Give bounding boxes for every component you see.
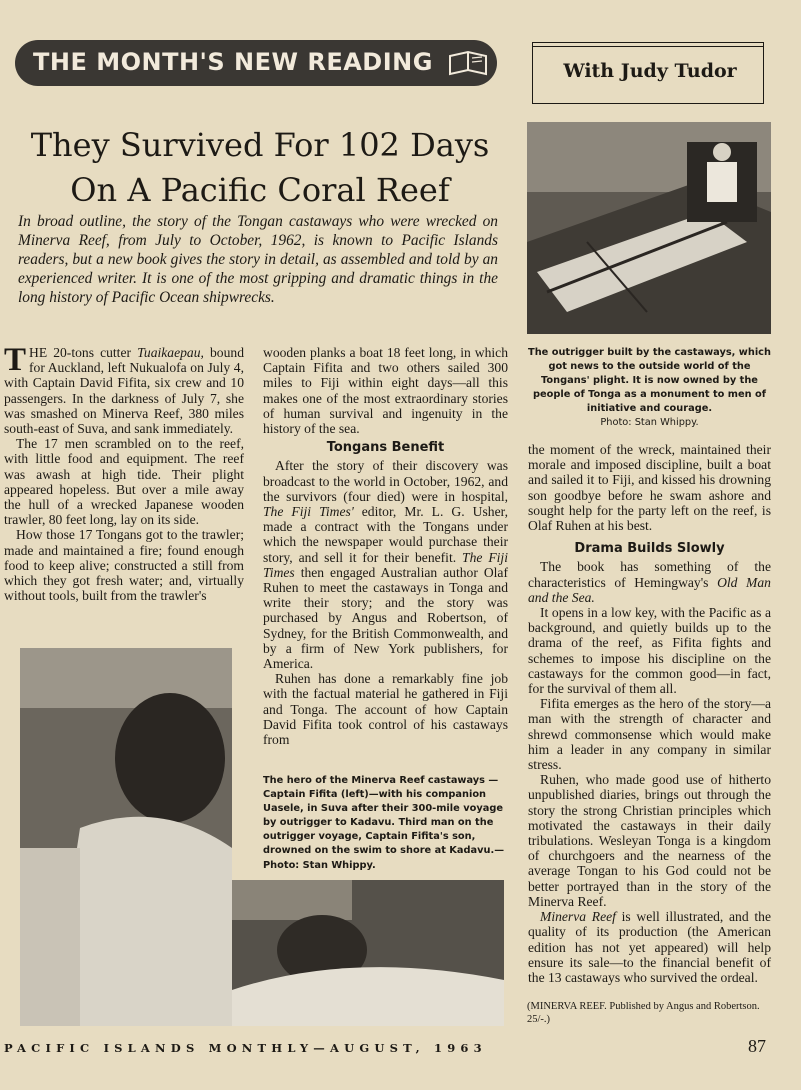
text-run: is well illustrated, and the quality of its production (the American edition has not yet appeared) will help ensure its sale—to the financial benefit of the 13 castaways who survived the ordeal. bbox=[528, 909, 771, 985]
paragraph: Ruhen has done a remarkably fine job with the factual material he gathered in Fiji and Tonga. The account of how Captain David Fifita took control of his castaways from bbox=[263, 671, 508, 748]
headline-line-1: They Survived For 102 Days bbox=[30, 126, 490, 164]
drop-cap: T bbox=[4, 342, 27, 378]
newspaper-name: The Fiji Times bbox=[263, 549, 508, 580]
text-run: bound for Auckland, left Nukualofa on July 4, with Captain David Fifita, six crew and 10 passengers. In the darkness of July 7, she was smashed on Minerva Reef, 380 miles south-east of Suva, and sank immediately. bbox=[4, 345, 244, 437]
photo-caption-outrigger bbox=[528, 346, 771, 431]
intro-standfirst: In broad outline, the story of the Tongan castaways who were wrecked on Minerva Reef, from July to October, 1962, is known to Pacific Islands readers, but a new book gives the story in detail, as assembled and told by an experienced writer. It is one of the most gripping and dramatic things in the long history of Pacific Ocean shipwrecks. bbox=[18, 213, 498, 306]
paragraph bbox=[4, 342, 244, 437]
photo-caption-fifita: The hero of the Minerva Reef castaways —Captain Fifita (left)—with his companion Uasele, in Suva after their 300-mile voyage by outrigger to Kadavu. Third man on the outrigger voyage, Captain Fifita's son, drowned on the swim to shore at Kadavu.—Photo: Stan Whippy. bbox=[263, 775, 505, 871]
paragraph: Ruhen, who made good use of hitherto unpublished diaries, brings out through the story the strong Christian principles which motivated the castaways in their daily tribulations. Wesleyan Tonga is a kingdom of churchgoers and the nearness of the average Tongan to his God could not be better portrayed than in the story of the Minerva Reef. bbox=[528, 772, 771, 909]
paragraph: The 17 men scrambled on to the reef, with little food and equipment. The reef was awash at high tide. Their plight appeared hopeless. But over a mile away the hull of a wrecked Japanese wooden trawler, 80 feet long, lay on its side. bbox=[4, 436, 244, 528]
paragraph bbox=[263, 458, 508, 671]
page-number: 87 bbox=[748, 1036, 766, 1056]
headline-line-2: On A Pacific Coral Reef bbox=[70, 171, 450, 209]
outrigger-photo bbox=[527, 122, 771, 334]
caption-credit: Photo: Stan Whippy. bbox=[600, 417, 699, 429]
book-title: Minerva Reef bbox=[540, 909, 616, 925]
publication-credit: (MINERVA REEF. Published by Angus and Robertson. 25/-.) bbox=[527, 1001, 760, 1025]
text-run: After the story of their discovery was broadcast to the world in October, 1962, and the survivors (four died) were in hospital, bbox=[263, 458, 508, 504]
vessel-name: Tuaikaepau, bbox=[137, 345, 204, 360]
text-run: The book has something of the characteristics of Hemingway's bbox=[528, 559, 771, 590]
article-column-3 bbox=[528, 442, 771, 985]
hospital-photo bbox=[232, 880, 504, 1026]
paragraph: wooden planks a boat 18 feet long, in which Captain Fifita and two others sailed 300 miles to Fiji within eight days—all this makes one of the most extraordinary stories of human survival and ingenuity in the history of the sea. bbox=[263, 345, 508, 437]
article-column-1 bbox=[4, 342, 244, 604]
paragraph: Fifita emerges as the hero of the story—a man with the strength of character and shrewd commonsense which would make him a leader in any company in similar stress. bbox=[528, 696, 771, 773]
subheading: Drama Builds Slowly bbox=[574, 541, 725, 557]
captain-fifita-photo bbox=[20, 648, 232, 1026]
text-run: then engaged Australian author Olaf Ruhen to meet the castaways in Tonga and write their story; and the story was purchased by Angus and Robertson, of Sydney, for the British Commonwealth, and by a firm of New York publishers, for America. bbox=[263, 564, 508, 672]
text-run: HE 20-tons cutter bbox=[29, 345, 138, 360]
caption-text: The outrigger built by the castaways, which got news to the outside world of the Tongans' plight. It is now owned by the people of Tonga as a monument to men of initiative and courage. bbox=[528, 347, 771, 415]
subheading: Tongans Benefit bbox=[326, 440, 445, 456]
paragraph: It opens in a low key, with the Pacific as a background, and quietly builds up to the drama of the reef, as Fifita fights and schemes to impose his discipline on the castaways for the common good—in fact, for the survival of them all. bbox=[528, 605, 771, 697]
author-byline: With Judy Tudor bbox=[563, 60, 737, 82]
paragraph: How those 17 Tongans got to the trawler; made and maintained a fire; found enough food to keep alive; constructed a still from which they got fresh water; and, virtually without tools, built from the trawler's bbox=[4, 527, 244, 604]
section-banner-title: THE MONTH'S NEW READING bbox=[33, 48, 433, 76]
magazine-footer: PACIFIC ISLANDS MONTHLY—AUGUST, 1963 bbox=[4, 1041, 487, 1055]
paragraph bbox=[528, 909, 771, 985]
book-icon bbox=[446, 48, 490, 78]
paragraph: the moment of the wreck, maintained their morale and imposed discipline, built a boat and sailed it to Fiji, and kissed his drowning son goodbye before he swam ashore and sought help for the party left on the reef, is Olaf Ruhen at his best. bbox=[528, 442, 771, 534]
article-column-2 bbox=[263, 345, 508, 747]
paragraph bbox=[528, 559, 771, 605]
book-title: Old Man and the Sea. bbox=[528, 574, 771, 605]
text-run: editor, Mr. L. G. Usher, made a contract with the Tongans under which the newspaper would purchase their story, and sell it for their benefit. bbox=[263, 504, 508, 565]
newspaper-name: The Fiji Times' bbox=[263, 504, 354, 520]
